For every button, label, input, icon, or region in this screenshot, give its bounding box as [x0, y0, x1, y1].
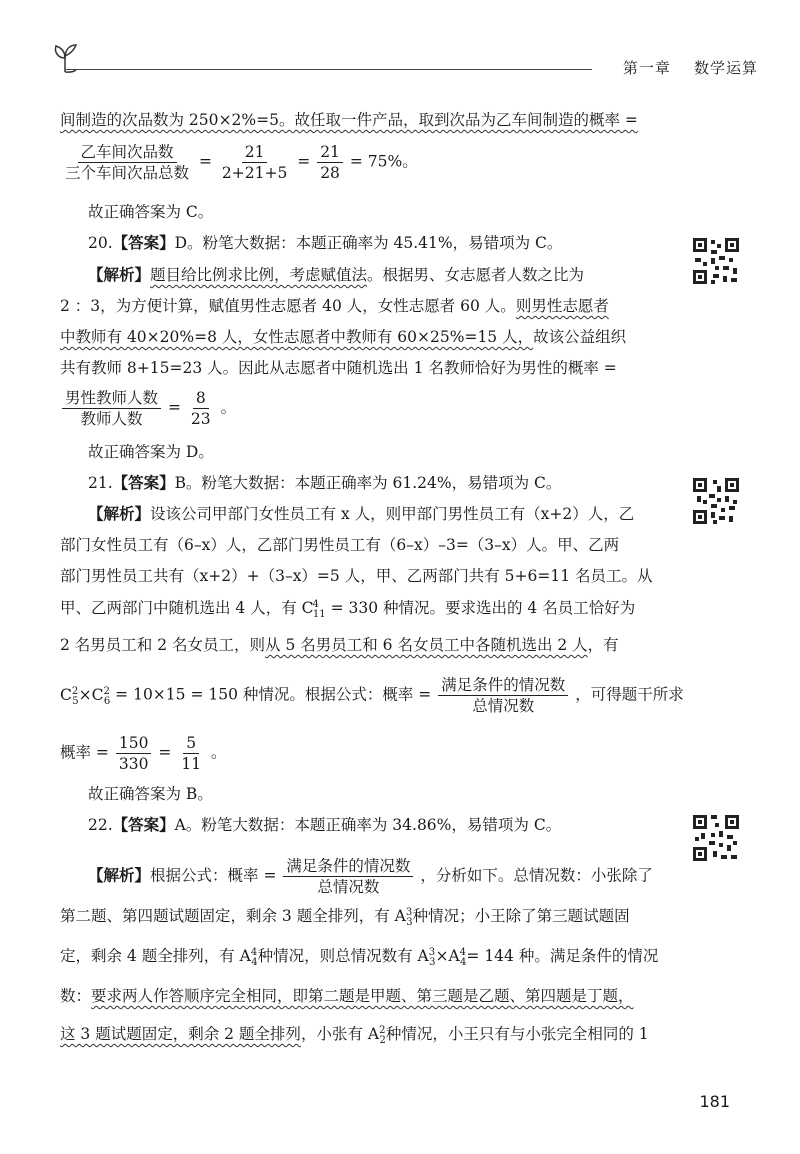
header-rule — [66, 69, 592, 70]
page-number: 181 — [699, 1092, 730, 1111]
q21-formula-1: $C^2_5\times C^2_6 = 10\times 15 = 150$ 种情况。根据公式：概率 = $\frac{\text{满足条件的情况数}}{\text{总情况数}}$ ，可得题干所求 — [60, 676, 684, 715]
fraction: $\frac{150}{330}$ — [116, 733, 152, 774]
q22-analysis-l2: 第二题、第四题试题固定，剩余 3 题全排列，有 $A^3_3$种情况；小王除了第三题试题固 — [60, 906, 630, 929]
q22-analysis-l1: 【解析】根据公式：概率 = $\frac{\text{满足条件的情况数}}{\text{总情况数}}$ ，分析如下。总情况数：小张除了 — [88, 857, 653, 896]
q20-conclusion: 故正确答案为 D。 — [88, 443, 214, 461]
fraction: $\frac{5}{11}$ — [181, 734, 202, 773]
fraction: $\frac{21}{2+21+5}$ — [221, 143, 288, 182]
q21-analysis-l3: 部门男性员工共有（x+2）+（3–x）=5 人，甲、乙两部门共有 5+6=11 名员工。从 — [60, 567, 653, 585]
qr-code-q20-icon[interactable] — [691, 236, 741, 286]
q22-analysis-l4: 数：要求两人作答顺序完全相同，即第二题是甲题、第三题是乙题、第四题是丁题， — [60, 987, 634, 1005]
fraction: $\frac{8}{23}$ — [190, 389, 211, 428]
q20-analysis-l1: 【解析】题目给比例求比例，考虑赋值法。根据男、女志愿者人数之比为 — [88, 265, 585, 284]
q20-analysis-l2: 2 ：3，为方便计算，赋值男性志愿者 40 人，女性志愿者 60 人。则男性志愿者 — [60, 297, 609, 315]
q22-analysis-l5: 这 3 题试题固定，剩余 2 题全排列，小张有 $A^2_2$种情况，小王只有与小张完全相同的 1 — [60, 1024, 649, 1047]
qr-code-q22-icon[interactable] — [691, 813, 741, 863]
q21-analysis-l4: 甲、乙两部门中随机选出 4 人，有 $C^4_{11} = 330$ 种情况。要求选出的 4 名员工恰好为 — [60, 598, 636, 621]
q19-conclusion: 故正确答案为 C。 — [88, 203, 214, 221]
q22-analysis-l3: 定，剩余 4 题全排列，有 $A^4_4$种情况，则总情况数有 $A^3_3\times A^4_4= 144$ 种。满足条件的情况 — [60, 946, 659, 969]
q21-analysis-l1: 【解析】设该公司甲部门女性员工有 x 人，则甲部门男性员工有（x+2）人，乙 — [88, 504, 635, 523]
q21-formula-2: 概率 = $\frac{150}{330}$ = $\frac{5}{11}$ 。 — [60, 734, 227, 773]
fraction: $\frac{21}{28}$ — [317, 142, 343, 183]
q21-analysis-l5: 2 名男员工和 2 名女员工，则从 5 名男员工和 6 名女员工中各随机选出 2 人，有 — [60, 636, 619, 654]
q21-conclusion: 故正确答案为 B。 — [88, 785, 213, 803]
q19-formula: $\frac{\text{乙车间次品数}}{\text{三个车间次品总数}}$ = $\frac{21}{2+21+5}$ = $\frac{21}{28}$ = 75%。 — [60, 142, 418, 183]
q20-answer: 20.【答案】D。粉笔大数据：本题正确率为 45.41%，易错项为 C。 — [88, 233, 563, 252]
q20-analysis-l3: 中教师有 40×20%=8 人，女性志愿者中教师有 60×25%=15 人，故该公益组织 — [60, 328, 627, 346]
q20-analysis-l4: 共有教师 8+15=23 人。因此从志愿者中随机选出 1 名教师恰好为男性的概率 = — [60, 359, 617, 377]
q22-answer: 22.【答案】A。粉笔大数据：本题正确率为 34.86%，易错项为 C。 — [88, 815, 562, 834]
qr-code-q21-icon[interactable] — [691, 476, 741, 526]
chapter-header — [623, 57, 758, 78]
q19-line1: 间制造的次品数为 250×2%=5。故任取一件产品，取到次品为乙车间制造的概率 = — [60, 111, 638, 129]
fraction: $\frac{\text{男性教师人数}}{\text{教师人数}}$ — [62, 388, 161, 429]
fraction: $\frac{\text{乙车间次品数}}{\text{三个车间次品总数}}$ — [65, 143, 190, 182]
q21-answer: 21.【答案】B。粉笔大数据：本题正确率为 61.24%，易错项为 C。 — [88, 473, 562, 492]
fraction: $\frac{\text{满足条件的情况数}}{\text{总情况数}}$ — [438, 675, 568, 716]
fraction: $\frac{\text{满足条件的情况数}}{\text{总情况数}}$ — [283, 856, 413, 897]
chapter-title: 数学运算 — [693, 59, 758, 77]
q20-formula: $\frac{\text{男性教师人数}}{\text{教师人数}}$ = $\frac{8}{23}$ 。 — [60, 388, 236, 429]
q21-analysis-l2: 部门女性员工有（6–x）人，乙部门男性员工有（6–x）–3=（3–x）人。甲、乙两 — [60, 536, 620, 554]
chapter-label: 第一章 — [622, 59, 671, 77]
